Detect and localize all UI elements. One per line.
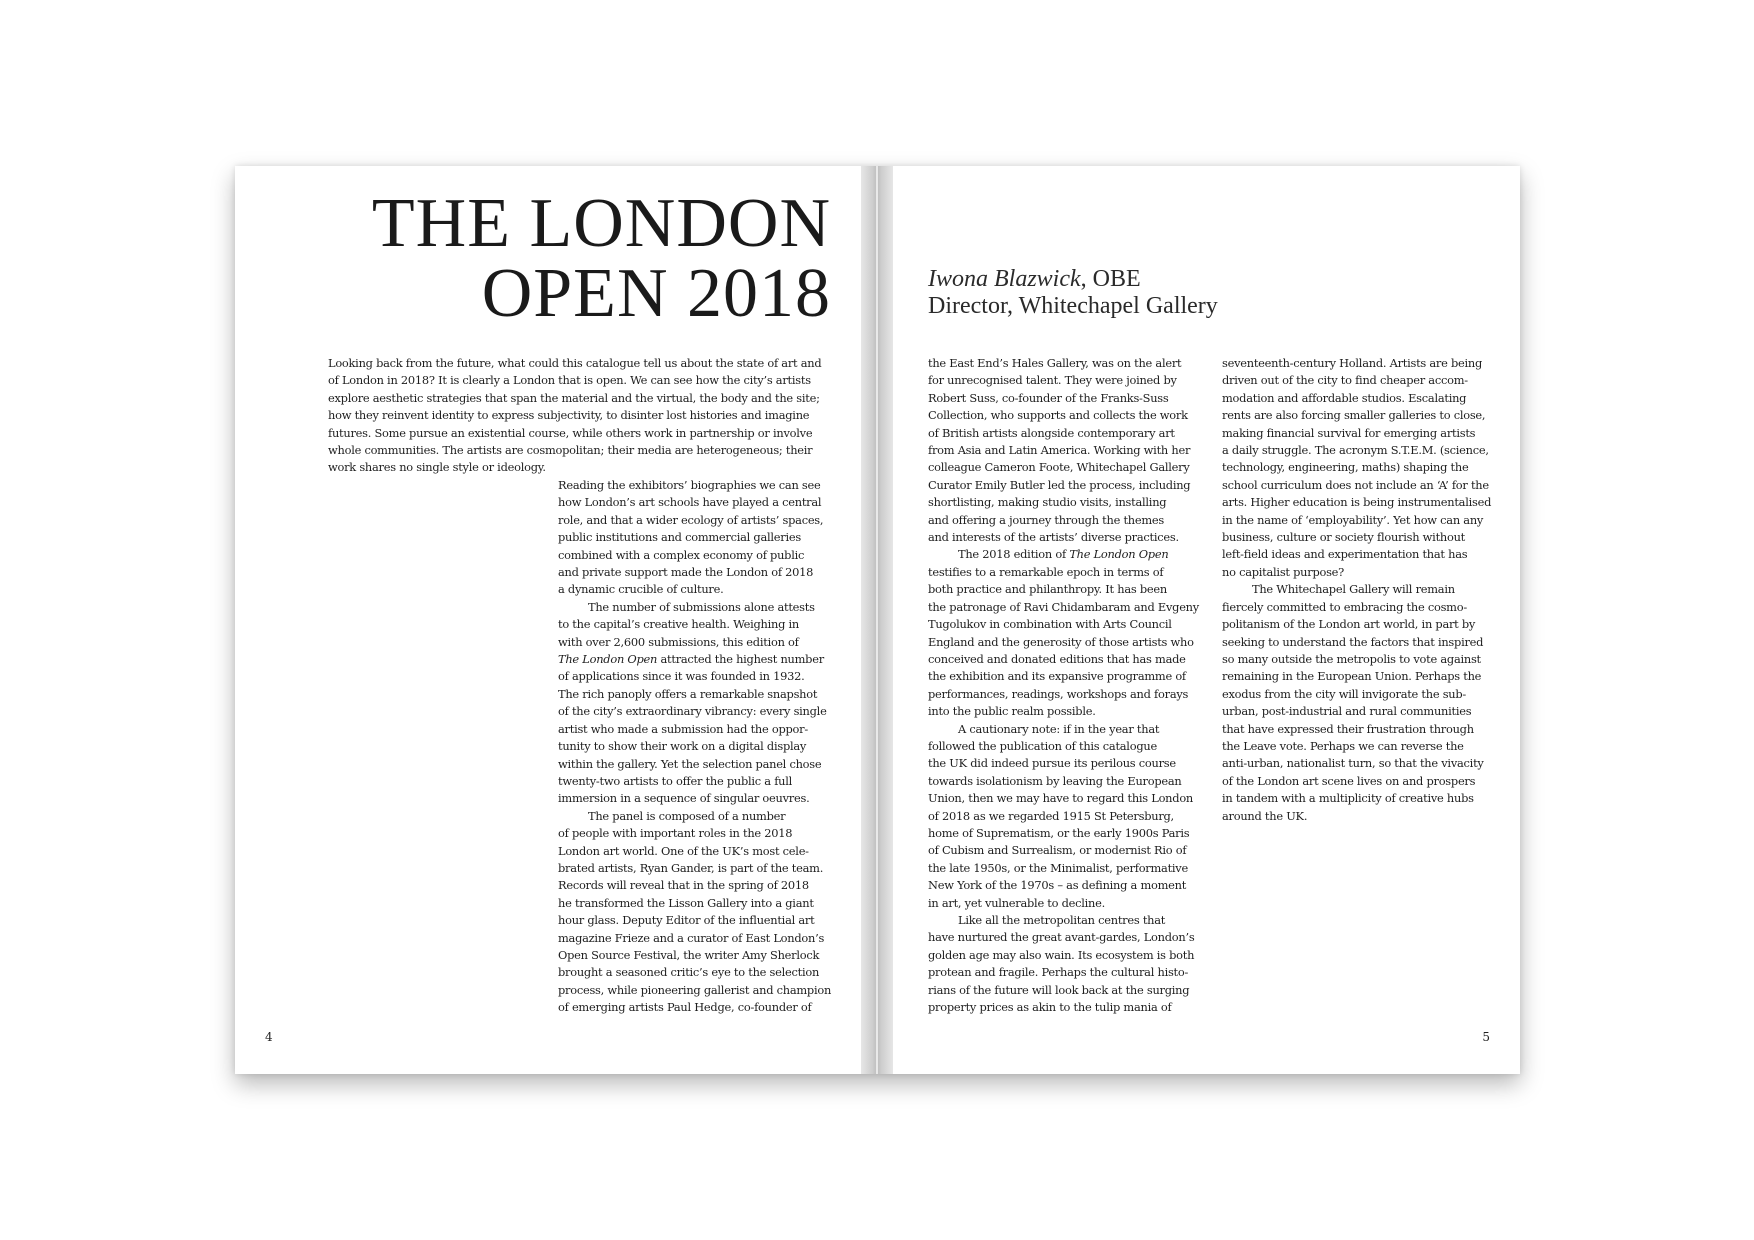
body-line-with-italic bbox=[928, 546, 1210, 563]
body-line: New York of the 1970s – as defining a moment bbox=[928, 878, 1187, 893]
body-line: brought a seasoned critic’s eye to the selection bbox=[558, 965, 820, 980]
body-line: The panel is composed of a number bbox=[588, 808, 786, 823]
body-line: brated artists, Ryan Gander, is part of the team. bbox=[558, 860, 824, 875]
body-line: to the capital’s creative health. Weighing in bbox=[558, 617, 799, 632]
body-line: around the UK. bbox=[1222, 808, 1308, 823]
body-line: Robert Suss, co-founder of the Franks-Suss bbox=[928, 390, 1169, 405]
body-line: conceived and donated editions that has made bbox=[928, 651, 1186, 666]
body-line-with-italic bbox=[558, 651, 840, 668]
left-column-text bbox=[558, 477, 840, 1017]
body-line-start: The 2018 edition of bbox=[958, 547, 1070, 562]
author-name-line bbox=[928, 266, 1218, 293]
body-line: seeking to understand the factors that inspired bbox=[1222, 634, 1484, 649]
body-line: left-field ideas and experimentation that has bbox=[1222, 547, 1468, 562]
body-line: artist who made a submission had the oppor- bbox=[558, 721, 808, 736]
body-line: arts. Higher education is being instrumentalised bbox=[1222, 495, 1492, 510]
body-line: remaining in the European Union. Perhaps the bbox=[1222, 669, 1482, 684]
body-line: and offering a journey through the themes bbox=[928, 512, 1164, 527]
body-line: performances, readings, workshops and forays bbox=[928, 686, 1189, 701]
body-line: seventeenth-century Holland. Artists are being bbox=[1222, 356, 1483, 370]
body-line: that have expressed their frustration through bbox=[1222, 721, 1474, 736]
body-line: towards isolationism by leaving the European bbox=[928, 773, 1182, 788]
body-line: and private support made the London of 2018 bbox=[558, 565, 814, 580]
body-line: in art, yet vulnerable to decline. bbox=[928, 895, 1106, 910]
body-line: London art world. One of the UK’s most cele- bbox=[558, 843, 809, 858]
body-line: The Whitechapel Gallery will remain bbox=[1252, 582, 1455, 597]
body-line: of the London art scene lives on and prospers bbox=[1222, 773, 1476, 788]
body-line: rents are also forcing smaller galleries to close, bbox=[1222, 408, 1486, 423]
body-line: colleague Cameron Foote, Whitechapel Gallery bbox=[928, 460, 1190, 475]
body-line: a daily struggle. The acronym S.T.E.M. (science, bbox=[1222, 443, 1489, 458]
body-line: Collection, who supports and collects the work bbox=[928, 408, 1188, 423]
body-line: technology, engineering, maths) shaping the bbox=[1222, 460, 1469, 475]
body-line: immersion in a sequence of singular oeuvres. bbox=[558, 791, 810, 806]
catalogue-spread bbox=[235, 166, 1520, 1074]
intro-line: of London in 2018? It is clearly a London that is open. We can see how the city’s artists bbox=[328, 373, 811, 388]
body-line: no capitalist purpose? bbox=[1222, 564, 1345, 579]
body-line: from Asia and Latin America. Working with her bbox=[928, 443, 1191, 458]
body-line: shortlisting, making studio visits, installing bbox=[928, 495, 1167, 510]
body-line: school curriculum does not include an ‘A’ for the bbox=[1222, 477, 1489, 492]
body-line: magazine Frieze and a curator of East London’s bbox=[558, 930, 825, 945]
body-line: the patronage of Ravi Chidambaram and Evgeny bbox=[928, 599, 1199, 614]
body-line: urban, post-industrial and rural communities bbox=[1222, 704, 1472, 719]
body-line: and interests of the artists’ diverse practices. bbox=[928, 530, 1179, 545]
body-line: A cautionary note: if in the year that bbox=[958, 721, 1160, 736]
body-line: he transformed the Lisson Gallery into a giant bbox=[558, 895, 814, 910]
intro-paragraph bbox=[328, 355, 838, 477]
body-line: tunity to show their work on a digital display bbox=[558, 739, 807, 754]
title-line-1: THE LONDON bbox=[371, 185, 831, 262]
body-line: of emerging artists Paul Hedge, co-founder of bbox=[558, 1000, 812, 1015]
italic-title: The London Open bbox=[558, 652, 658, 667]
author-role: Director, Whitechapel Gallery bbox=[928, 293, 1218, 319]
intro-line: whole communities. The artists are cosmopolitan; their media are heterogeneous; their bbox=[328, 443, 813, 458]
intro-line: work shares no single style or ideology. bbox=[328, 460, 546, 475]
page-number-left: 4 bbox=[265, 1030, 273, 1044]
body-line: of people with important roles in the 2018 bbox=[558, 826, 793, 841]
body-line: Curator Emily Butler led the process, including bbox=[928, 477, 1191, 492]
intro-line: futures. Some pursue an existential course, while others work in partnership or involve bbox=[328, 425, 813, 440]
body-line: of Cubism and Surrealism, or modernist Rio of bbox=[928, 843, 1187, 858]
left-page bbox=[235, 166, 861, 1074]
body-line: the Leave vote. Perhaps we can reverse the bbox=[1222, 738, 1464, 753]
intro-line: Looking back from the future, what could this catalogue tell us about the state of art and bbox=[328, 356, 822, 370]
body-line: both practice and philanthropy. It has been bbox=[928, 582, 1167, 597]
body-line: The rich panoply offers a remarkable snapshot bbox=[558, 686, 818, 701]
body-line: have nurtured the great avant-gardes, London’s bbox=[928, 930, 1195, 945]
author-name: Iwona Blazwick bbox=[928, 266, 1081, 292]
right-column-2-text bbox=[1222, 355, 1504, 825]
body-line: the East End’s Hales Gallery, was on the alert bbox=[928, 356, 1182, 370]
body-line: home of Suprematism, or the early 1900s Paris bbox=[928, 825, 1190, 840]
body-line: of British artists alongside contemporary art bbox=[928, 425, 1175, 440]
body-line: rians of the future will look back at the surging bbox=[928, 982, 1190, 997]
intro-line: explore aesthetic strategies that span the material and the virtual, the body and the site; bbox=[328, 390, 820, 405]
right-page bbox=[893, 166, 1520, 1074]
body-line: Tugolukov in combination with Arts Council bbox=[928, 617, 1172, 632]
author-honour: , OBE bbox=[1080, 266, 1141, 292]
body-line: making financial survival for emerging artists bbox=[1222, 425, 1476, 440]
body-line: so many outside the metropolis to vote against bbox=[1222, 651, 1481, 666]
body-line: Reading the exhibitors’ biographies we can see bbox=[558, 478, 821, 492]
body-line: role, and that a wider ecology of artists’ spaces, bbox=[558, 512, 824, 527]
intro-line: how they reinvent identity to express subjectivity, to disinter lost histories and imagine bbox=[328, 408, 810, 423]
body-line: with over 2,600 submissions, this edition of bbox=[558, 634, 799, 649]
body-line: twenty-two artists to offer the public a full bbox=[558, 773, 793, 788]
body-line: The number of submissions alone attests bbox=[588, 599, 815, 614]
body-line: process, while pioneering gallerist and champion bbox=[558, 982, 832, 997]
body-line: testifies to a remarkable epoch in terms of bbox=[928, 564, 1164, 579]
page-number-right: 5 bbox=[1482, 1030, 1490, 1044]
body-line: followed the publication of this catalogue bbox=[928, 738, 1157, 753]
body-line: fiercely committed to embracing the cosmo- bbox=[1222, 599, 1467, 614]
body-line: protean and fragile. Perhaps the cultural histo- bbox=[928, 965, 1189, 980]
gutter-highlight bbox=[876, 166, 878, 1074]
body-line: politanism of the London art world, in part by bbox=[1222, 617, 1476, 632]
body-line: business, culture or society flourish without bbox=[1222, 530, 1465, 545]
page-title bbox=[371, 185, 831, 332]
body-line: public institutions and commercial galleries bbox=[558, 530, 801, 545]
body-line: Union, then we may have to regard this London bbox=[928, 791, 1194, 806]
body-line: Records will reveal that in the spring of 2018 bbox=[558, 878, 809, 893]
body-line: golden age may also wain. Its ecosystem is both bbox=[928, 947, 1195, 962]
body-line: exodus from the city will invigorate the sub- bbox=[1222, 686, 1467, 701]
body-line: Open Source Festival, the writer Amy Sherlock bbox=[558, 947, 820, 962]
body-line-rest: attracted the highest number bbox=[657, 652, 824, 667]
body-line: for unrecognised talent. They were joined by bbox=[928, 373, 1177, 388]
body-line: into the public realm possible. bbox=[928, 704, 1096, 719]
body-line: property prices as akin to the tulip mania of bbox=[928, 1000, 1172, 1015]
body-line: of applications since it was founded in 1932. bbox=[558, 669, 805, 684]
body-line: how London’s art schools have played a central bbox=[558, 495, 822, 510]
body-line: anti-urban, nationalist turn, so that the vivacity bbox=[1222, 756, 1484, 771]
author-byline bbox=[928, 266, 1218, 320]
title-line-2: OPEN 2018 bbox=[481, 255, 831, 332]
body-line: modation and affordable studios. Escalating bbox=[1222, 390, 1467, 405]
body-line: England and the generosity of those artists who bbox=[928, 634, 1194, 649]
body-line: hour glass. Deputy Editor of the influential art bbox=[558, 913, 815, 928]
body-line: the UK did indeed pursue its perilous course bbox=[928, 756, 1176, 771]
body-line: driven out of the city to find cheaper accom- bbox=[1222, 373, 1468, 388]
body-line: in tandem with a multiplicity of creative hubs bbox=[1222, 791, 1474, 806]
body-line: of 2018 as we regarded 1915 St Petersburg, bbox=[928, 808, 1174, 823]
body-line: combined with a complex economy of public bbox=[558, 547, 805, 562]
body-line: within the gallery. Yet the selection panel chose bbox=[558, 756, 822, 771]
body-line: of the city’s extraordinary vibrancy: every single bbox=[558, 704, 827, 719]
body-line: the late 1950s, or the Minimalist, performative bbox=[928, 860, 1188, 875]
italic-title: The London Open bbox=[1069, 547, 1169, 562]
right-column-1-text bbox=[928, 355, 1210, 1016]
body-line: the exhibition and its expansive programme of bbox=[928, 669, 1186, 684]
body-line: in the name of ‘employability’. Yet how can any bbox=[1222, 512, 1484, 527]
body-line: a dynamic crucible of culture. bbox=[558, 582, 724, 597]
body-line: Like all the metropolitan centres that bbox=[958, 913, 1166, 927]
